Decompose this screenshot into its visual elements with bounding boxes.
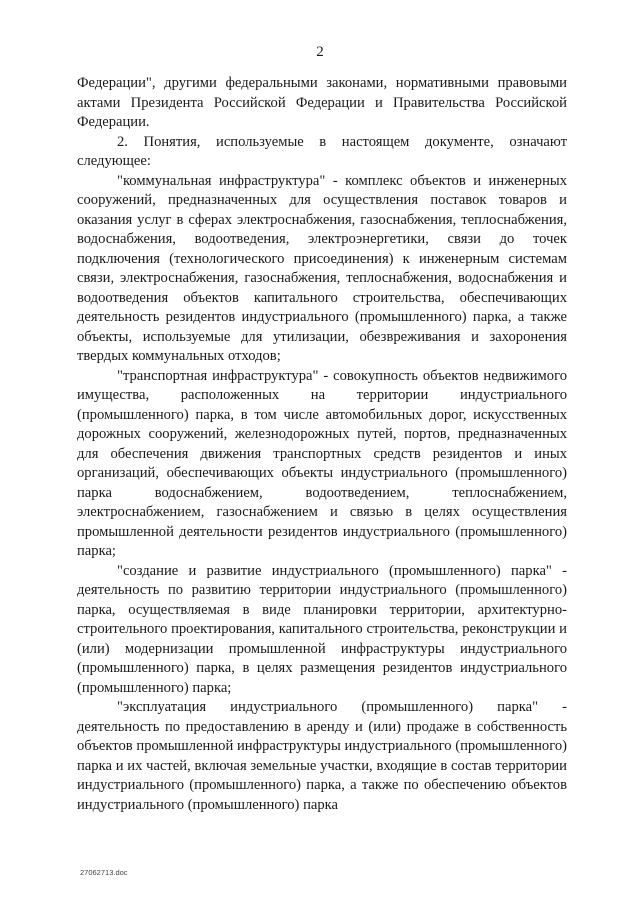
paragraph-transport-infrastructure: "транспортная инфраструктура" - совокупность объектов недвижимого имущества, расположенных на территории индустриального (промышленного) парка, в том числе автомобильных дорог, искусственных дорожных сооружений, железнодорожных путей, портов, предназначенных для обеспечения движения транспортных средств резидентов и иных организаций, обеспечивающих объекты индустриального (промышленного) парка водоснабжением, водоотведением, теплоснабжением, электроснабжением, газоснабжением и связью в целях осуществления промышленной деятельности резидентов индустриального (промышленного) парка;	[77, 367, 567, 559]
paragraph-continuation: Федерации", другими федеральными законами, нормативными правовыми актами Президента Российской Федерации и Правительства Российской Федерации.	[77, 75, 567, 130]
footer-file-code: 27062713.doc	[80, 868, 128, 877]
paragraph-park-creation: "создание и развитие индустриального (промышленного) парка" - деятельность по развитию территории индустриального (промышленного) парка, осуществляемая в виде планировки территории, архитектурно-строительного проектирования, капитального строительства, реконструкции и (или) модернизации промышленной инфраструктуры индустриального (промышленного) парка, в целях размещения резидентов индустриального (промышленного) парка;	[77, 562, 567, 696]
page-number: 2	[316, 44, 324, 60]
paragraph-park-operation: "эксплуатация индустриального (промышленного) парка" - деятельность по предоставлению в аренду и (или) продаже в собственность объектов промышленной инфраструктуры индустриального (промышленного) парка и их частей, включая земельные участки, входящие в состав территории индустриального (промышленного) парка, а также по обеспечению объектов индустриального (промышленного) парка	[77, 699, 567, 813]
document-body	[77, 74, 567, 815]
paragraph-definitions-intro: 2. Понятия, используемые в настоящем документе, означают следующее:	[77, 133, 567, 169]
paragraph-communal-infrastructure: "коммунальная инфраструктура" - комплекс объектов и инженерных сооружений, предназначенных для осуществления поставок товаров и оказания услуг в сферах электроснабжения, газоснабжения, теплоснабжения, водоснабжения, водоотведения, электроэнергетики, связи до точек подключения (технологического присоединения) к инженерным системам связи, электроснабжения, газоснабжения, теплоснабжения, водоснабжения и водоотведения объектов капитального строительства, обеспечивающих деятельность резидентов индустриального (промышленного) парка, а также объекты, используемые для утилизации, обезвреживания и захоронения твердых коммунальных отходов;	[77, 172, 567, 364]
